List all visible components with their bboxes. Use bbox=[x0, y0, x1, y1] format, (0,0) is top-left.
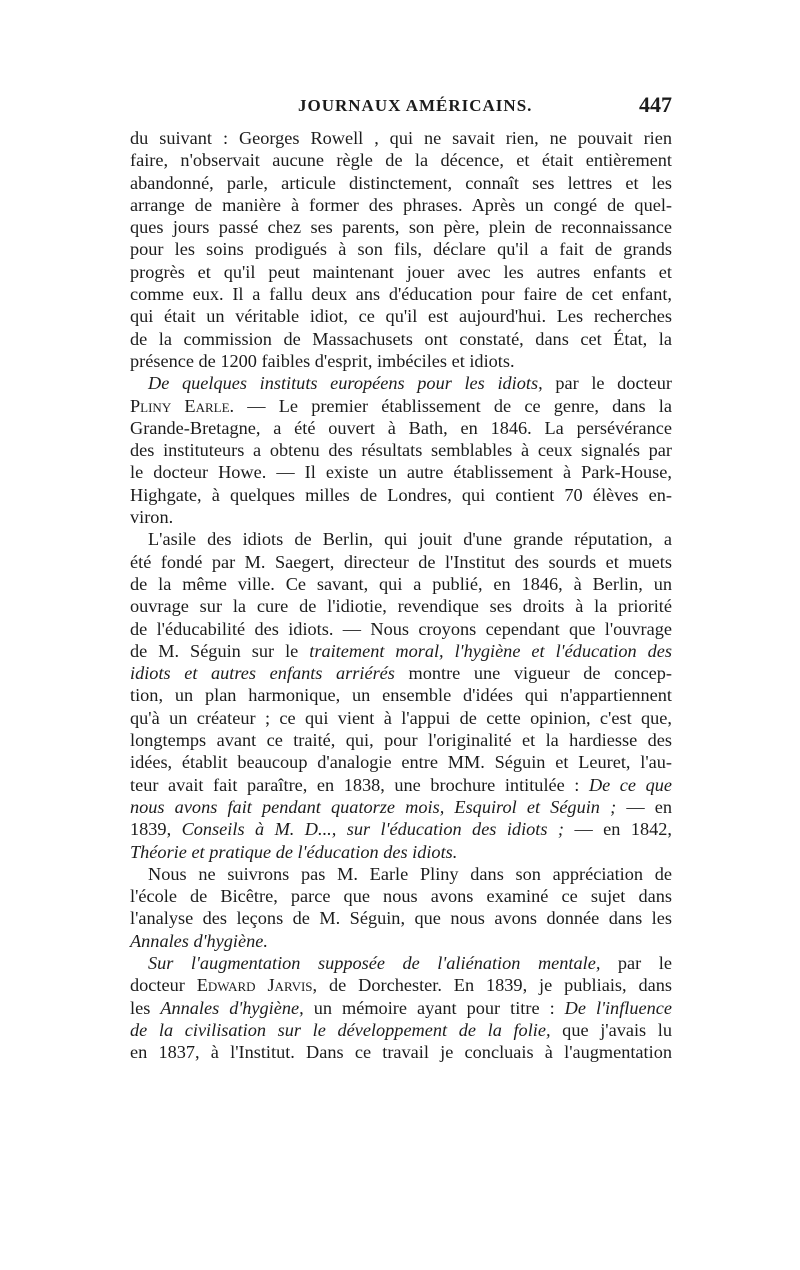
text-line: en 1837, à l'Institut. Dans ce travail je concluais à l'augmentation bbox=[130, 1042, 672, 1063]
italic-title: De ce que bbox=[588, 774, 672, 795]
text-line: été fondé par M. Saegert, directeur de l'Institut des sourds et muets bbox=[130, 551, 672, 572]
italic-title: de la civilisation sur le développement de la folie, bbox=[130, 1019, 551, 1040]
paragraph-4 bbox=[130, 863, 672, 952]
text-line: viron. bbox=[130, 507, 174, 528]
text-line bbox=[130, 662, 672, 684]
italic-title: Annales d'hygiène, bbox=[160, 997, 304, 1018]
italic-title: nous avons fait pendant quatorze mois, Esquirol et Séguin ; bbox=[130, 796, 617, 817]
text-run: par le docteur bbox=[542, 373, 672, 394]
text-line bbox=[130, 395, 672, 417]
text-line bbox=[130, 1019, 672, 1041]
text-line: abandonné, parle, articule distinctement, connaît ses lettres et les bbox=[130, 172, 672, 193]
text-line: l'analyse des leçons de M. Séguin, que nous avons donnée dans les bbox=[130, 908, 672, 929]
text-line: ouvrage sur la cure de l'idiotie, revendique ses droits à la priorité bbox=[130, 596, 672, 617]
italic-title: De l'influence bbox=[564, 997, 672, 1018]
article-title: De quelques instituts européens pour les idiots, bbox=[148, 373, 543, 394]
text-line: présence de 1200 faibles d'esprit, imbéciles et idiots. bbox=[130, 350, 515, 371]
italic-title: idiots et autres enfants arriérés bbox=[130, 663, 395, 684]
text-line bbox=[130, 774, 672, 796]
running-head: JOURNAUX AMÉRICAINS. bbox=[298, 96, 533, 115]
text-line bbox=[130, 841, 672, 863]
text-line bbox=[130, 372, 672, 394]
text-line: des instituteurs a obtenu des résultats semblables à ceux signalés par bbox=[130, 440, 672, 461]
text-line: idées, établit beaucoup d'analogie entre MM. Séguin et Leuret, l'au- bbox=[130, 752, 672, 773]
text-run: les bbox=[130, 997, 161, 1018]
text-line: comme eux. Il a fallu deux ans d'éducation pour faire de cet enfant, bbox=[130, 284, 672, 305]
text-line bbox=[130, 952, 672, 974]
page-header bbox=[130, 92, 672, 122]
text-line bbox=[130, 640, 672, 662]
text-line: du suivant : Georges Rowell , qui ne savait rien, ne pouvait rien bbox=[130, 128, 672, 148]
article-title: Sur l'augmentation supposée de l'aliénation mentale, bbox=[148, 952, 601, 973]
text-line: longtemps avant ce traité, qui, pour l'originalité et la hardiesse des bbox=[130, 730, 672, 751]
text-line: faire, n'observait aucune règle de la décence, et était entièrement bbox=[130, 150, 672, 171]
text-line bbox=[130, 974, 672, 996]
text-run: teur avait fait paraître, en 1838, une brochure intitulée : bbox=[130, 774, 589, 795]
text-run: par le bbox=[600, 952, 672, 973]
text-line bbox=[130, 818, 672, 840]
text-line: qui était un véritable idiot, ce qu'il est aujourd'hui. Les recherches bbox=[130, 306, 672, 327]
paragraph-5 bbox=[130, 952, 672, 1063]
text-line: L'asile des idiots de Berlin, qui jouit d'une grande réputation, a bbox=[148, 529, 672, 550]
text-line: de l'éducabilité des idiots. — Nous croyons cependant que l'ouvrage bbox=[130, 618, 672, 639]
text-line: tion, un plan harmonique, un ensemble d'idées qui n'appartiennent bbox=[130, 685, 672, 706]
italic-title: Conseils à M. D..., sur l'éducation des idiots ; bbox=[181, 819, 565, 840]
text-run: de M. Séguin sur le bbox=[130, 640, 310, 661]
text-line: qu'à un créateur ; ce qui vient à l'appui de cette opinion, c'est que, bbox=[130, 707, 672, 728]
paragraph-3 bbox=[130, 528, 672, 862]
text-line bbox=[130, 997, 672, 1019]
text-run: que j'avais lu bbox=[550, 1019, 673, 1040]
text-line: pour les soins prodigués à son fils, déclare qu'il a fait de grands bbox=[130, 239, 672, 260]
text-run: — en 1842, bbox=[564, 819, 672, 840]
author-name: Edward Jarvis, bbox=[196, 975, 318, 996]
text-line: ques jours passé chez ses parents, son père, plein de reconnaissance bbox=[130, 217, 672, 238]
text-line: arrange de manière à former des phrases. Après un congé de quel- bbox=[130, 194, 672, 215]
paragraph-2 bbox=[130, 372, 672, 528]
page-number: 447 bbox=[639, 92, 672, 117]
text-run: montre une vigueur de concep- bbox=[394, 663, 672, 684]
text-line bbox=[130, 796, 672, 818]
paragraph-1 bbox=[130, 127, 672, 372]
italic-title: traitement moral, l'hygiène et l'éducation des bbox=[309, 640, 672, 661]
text-line: Grande-Bretagne, a été ouvert à Bath, en 1846. La persévérance bbox=[130, 417, 672, 438]
text-line: de la même ville. Ce savant, qui a publié, en 1846, à Berlin, un bbox=[130, 573, 672, 594]
text-run: docteur bbox=[130, 975, 197, 996]
text-run: de Dorchester. En 1839, je publiais, dans bbox=[317, 975, 672, 996]
text-run: 1839, bbox=[130, 819, 182, 840]
text-line: Highgate, à quelques milles de Londres, qui contient 70 élèves en- bbox=[130, 484, 672, 505]
text-run: — en bbox=[616, 796, 672, 817]
text-run: un mémoire ayant pour titre : bbox=[303, 997, 565, 1018]
text-line: de la commission de Massachusets ont constaté, dans cet État, la bbox=[130, 328, 672, 349]
author-name: Pliny Earle. bbox=[130, 395, 235, 416]
text-line: le docteur Howe. — Il existe un autre établissement à Park-House, bbox=[130, 462, 672, 483]
text-line: progrès et qu'il peut maintenant jouer avec les autres enfants et bbox=[130, 261, 672, 282]
italic-title: Annales d'hygiène. bbox=[130, 930, 268, 951]
text-run: — Le premier établissement de ce genre, dans la bbox=[234, 395, 672, 416]
text-line: l'école de Bicêtre, parce que nous avons examiné ce sujet dans bbox=[130, 886, 672, 907]
text-line: Nous ne suivrons pas M. Earle Pliny dans son appréciation de bbox=[148, 863, 672, 884]
text-line bbox=[130, 930, 672, 952]
page-body bbox=[130, 127, 672, 1063]
italic-title: Théorie et pratique de l'éducation des idiots. bbox=[130, 841, 458, 862]
